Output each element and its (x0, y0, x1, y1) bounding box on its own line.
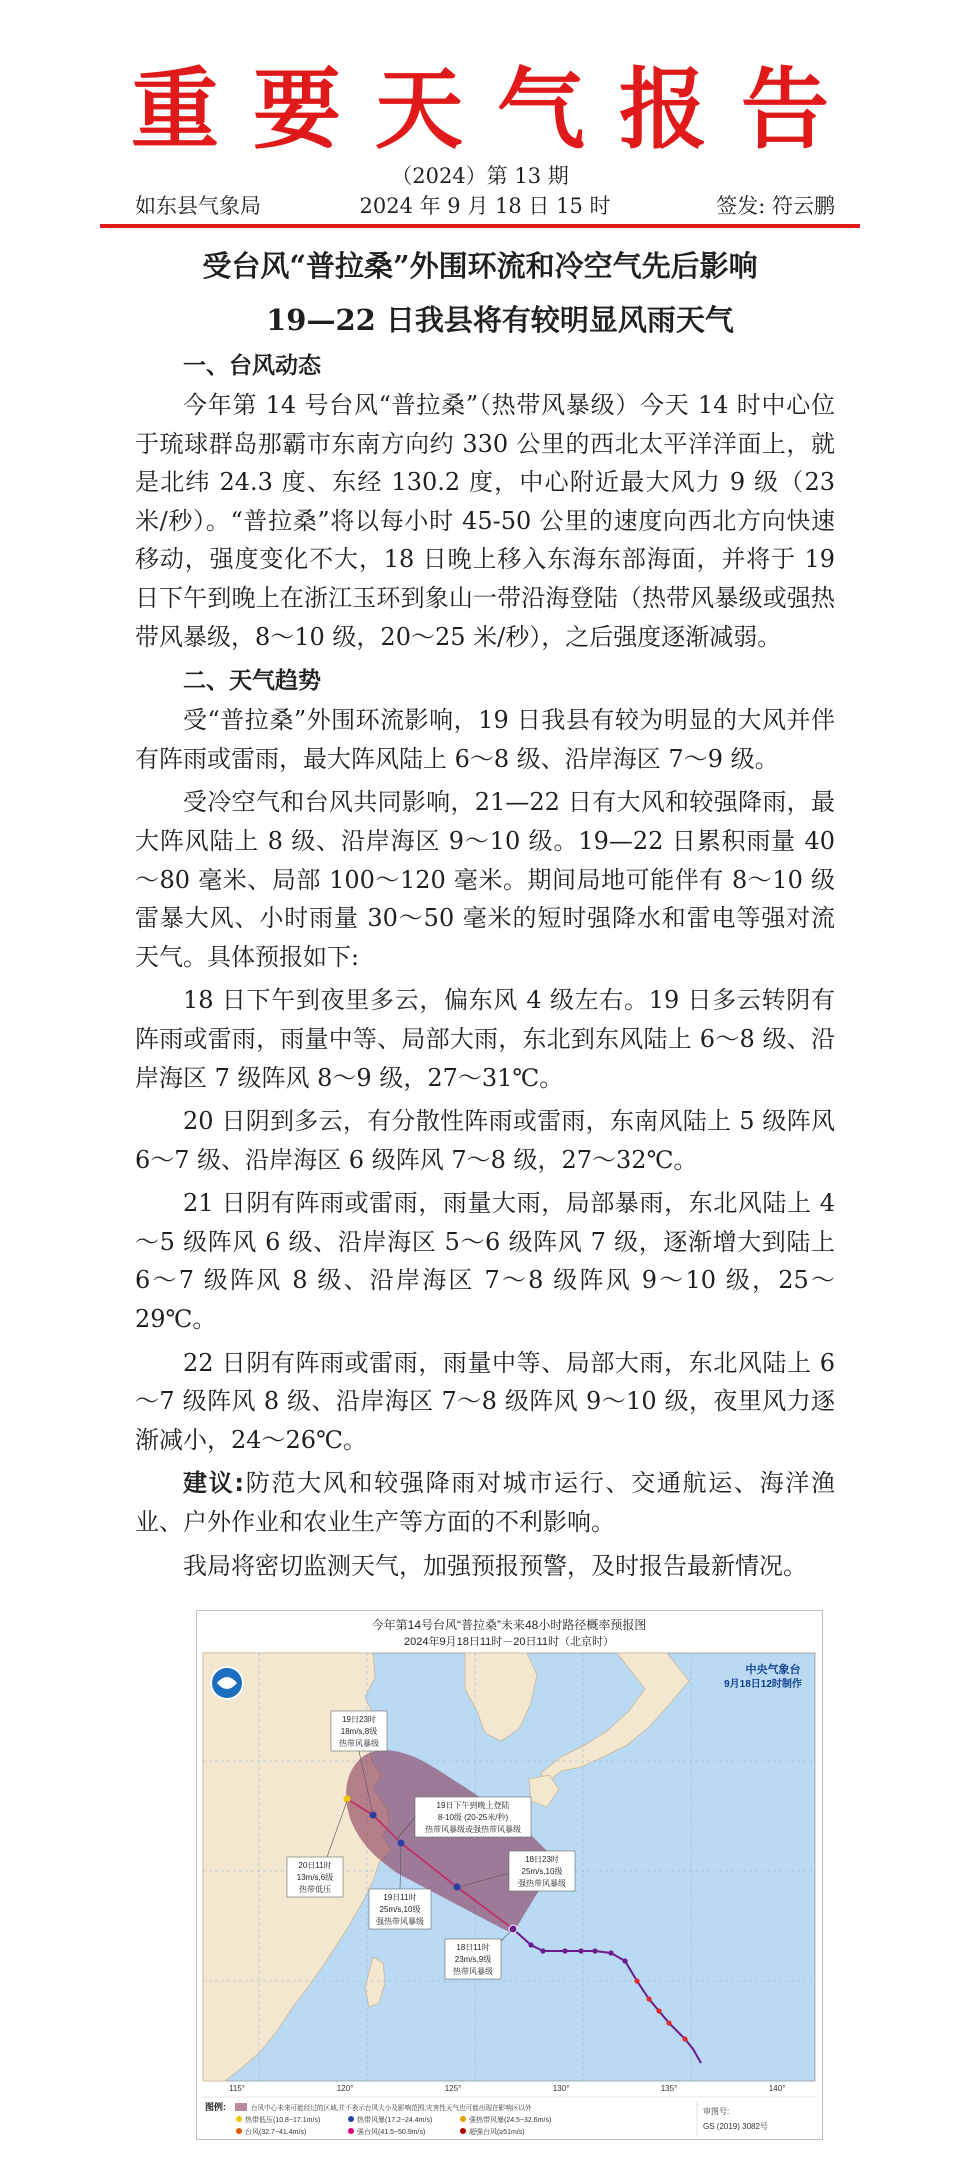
legend-sty: 强台风(41.5~50.9m/s) (357, 2129, 426, 2136)
map-legend (203, 2097, 815, 2137)
svg-text:热带低压: 热带低压 (299, 1885, 331, 1894)
map-approval-number: GS (2019) 3082号 (703, 2122, 768, 2131)
issue-number: （2024）第 13 期 (391, 164, 569, 188)
trend-paragraph-1: 受“普拉桑”外围环流影响，19 日我县有较为明显的大风并伴有阵雨或雷雨，最大阵风陆上 6～8 级、沿岸海区 7～9 级。 (135, 706, 835, 773)
advice-text: 防范大风和较强降雨对城市运行、交通航运、海洋渔业、户外作业和农业生产等方面的不利影响。 (135, 1469, 835, 1537)
svg-text:18日23时: 18日23时 (525, 1855, 559, 1864)
legend-td: 热带低压(10.8~17.1m/s) (245, 2117, 321, 2124)
svg-text:强热带风暴级: 强热带风暴级 (518, 1879, 566, 1888)
forecast-18: 18 日下午到夜里多云，偏东风 4 级左右。19 日多云转阴有阵雨或雷雨，雨量中等、局部大雨，东北到东风陆上 6～8 级、沿岸海区 7 级阵风 8～9 级，27～31℃。 (135, 986, 835, 1092)
issue-datetime: 2024 年 9 月 18 日 15 时 (359, 194, 611, 218)
lon-tick-115: 115° (229, 2084, 245, 2093)
svg-text:19日11时: 19日11时 (383, 1893, 417, 1902)
svg-text:25m/s,10级: 25m/s,10级 (521, 1867, 563, 1876)
svg-text:13m/s,6级: 13m/s,6级 (296, 1873, 334, 1882)
svg-text:20日11时: 20日11时 (298, 1861, 332, 1870)
legend-ty: 台风(32.7~41.4m/s) (245, 2129, 307, 2136)
svg-text:23m/s,9级: 23m/s,9级 (454, 1955, 492, 1964)
forecast-22: 22 日阴有阵雨或雷雨，雨量中等、局部大雨，东北风陆上 6～7 级阵风 8 级、沿岸海区 7～8 级阵风 9～10 级，夜里风力逐渐减小，24～26℃。 (135, 1348, 835, 1454)
advice-label: 建议: (183, 1469, 244, 1498)
lon-tick-130: 130° (552, 2084, 570, 2093)
section-typhoon-heading: 一、台风动态 (183, 353, 321, 379)
svg-text:热带风暴级或强热带风暴级: 热带风暴级或强热带风暴级 (425, 1825, 521, 1834)
legend-cone: 台风中心未来可能经过的区域,并不表示台风大小及影响范围,灾害性天气也可能出现在影响区以外 (251, 2105, 532, 2112)
issuing-agency: 如东县气象局 (135, 194, 261, 218)
advice-paragraph (135, 1464, 835, 1541)
signer: 签发: 符云鹏 (716, 194, 835, 218)
report-body (135, 346, 835, 1590)
map-approval-label: 审图号: (703, 2107, 730, 2116)
map-subtitle: 2024年9月18日11时－20日11时（北京时） (404, 1636, 614, 1648)
headline-line-2: 19—22 日我县将有较明显风雨天气 (266, 303, 734, 337)
lon-tick-125: 125° (444, 2084, 462, 2093)
report-title: 重要天气报告 (130, 58, 863, 161)
legend-supty: 超强台风(≥51m/s) (469, 2129, 525, 2136)
svg-text:热带风暴级: 热带风暴级 (453, 1967, 493, 1976)
legend-title: 图例: (205, 2102, 226, 2112)
map-issuer: 中央气象台 (745, 1664, 801, 1676)
lon-tick-120: 120° (336, 2084, 354, 2093)
legend-ts: 热带风暴(17.2~24.4m/s) (357, 2117, 433, 2124)
svg-text:热带风暴级: 热带风暴级 (339, 1739, 379, 1748)
svg-text:18日11时: 18日11时 (456, 1943, 490, 1952)
typhoon-track-map (196, 1610, 823, 2140)
map-issue-time: 9月18日12时制作 (724, 1679, 802, 1690)
svg-text:19日23时: 19日23时 (342, 1715, 376, 1724)
lon-tick-135: 135° (660, 2084, 678, 2093)
forecast-21: 21 日阴有阵雨或雷雨，雨量大雨，局部暴雨，东北风陆上 4～5 级阵风 6 级、沿岸海区 5～6 级阵风 7 级，逐渐增大到陆上 6～7 级阵风 8 级、沿岸海区 7～8 级阵风 9～10 级，25～29℃。 (135, 1189, 835, 1334)
svg-text:18m/s,8级: 18m/s,8级 (340, 1727, 378, 1736)
lon-tick-140: 140° (768, 2084, 786, 2093)
svg-text:25m/s,10级: 25m/s,10级 (379, 1905, 421, 1914)
map-title: 今年第14号台风“普拉桑”未来48小时路径概率预报图 (371, 1618, 647, 1632)
legend-sts: 强热带风暴(24.5~32.6m/s) (469, 2117, 552, 2124)
closing-paragraph: 我局将密切监测天气，加强预报预警，及时报告最新情况。 (183, 1551, 807, 1580)
meta-row (135, 190, 835, 220)
trend-paragraph-2: 受冷空气和台风共同影响，21—22 日有大风和较强降雨，最大阵风陆上 8 级、沿岸海区 9～10 级。19—22 日累积雨量 40～80 毫米、局部 100～120 毫米。期间局地可能伴有 8～10 级雷暴大风、小时雨量 30～50 毫米的短时强降水和雷电等强对流天气。具体预报如下: (135, 788, 835, 971)
headline-line-1: 受台风“普拉桑”外围环流和冷空气先后影响 (202, 249, 758, 283)
svg-text:8-10级 (20-25米/秒): 8-10级 (20-25米/秒) (437, 1813, 509, 1822)
typhoon-paragraph: 今年第 14 号台风“普拉桑”（热带风暴级）今天 14 时中心位于琉球群岛那霸市东南方向约 330 公里的西北太平洋洋面上，就是北纬 24.3 度、东经 130.2 度，中心附近最大风力 9 级（23 米/秒）。“普拉桑”将以每小时 45-50 公里的速度向西北方向快速移动，强度变化不大，18 日晚上移入东海东部海面，并将于 19 日下午到晚上在浙江玉环到象山一带沿海登陆（热带风暴级或强热带风暴级，8～10 级，20～25 米/秒），之后强度逐渐减弱。 (135, 391, 835, 651)
svg-text:19日下午到晚上登陆: 19日下午到晚上登陆 (436, 1801, 510, 1810)
svg-text:强热带风暴级: 强热带风暴级 (376, 1917, 424, 1926)
masthead (0, 60, 960, 160)
label-landfall (397, 1797, 531, 1839)
red-divider (100, 224, 860, 228)
map-panel (203, 1653, 815, 2093)
section-trend-heading: 二、天气趋势 (183, 668, 321, 695)
forecast-20: 20 日阴到多云，有分散性阵雨或雷雨，东南风陆上 5 级阵风 6～7 级、沿岸海区 6 级阵风 7～8 级，27～32℃。 (135, 1107, 835, 1174)
